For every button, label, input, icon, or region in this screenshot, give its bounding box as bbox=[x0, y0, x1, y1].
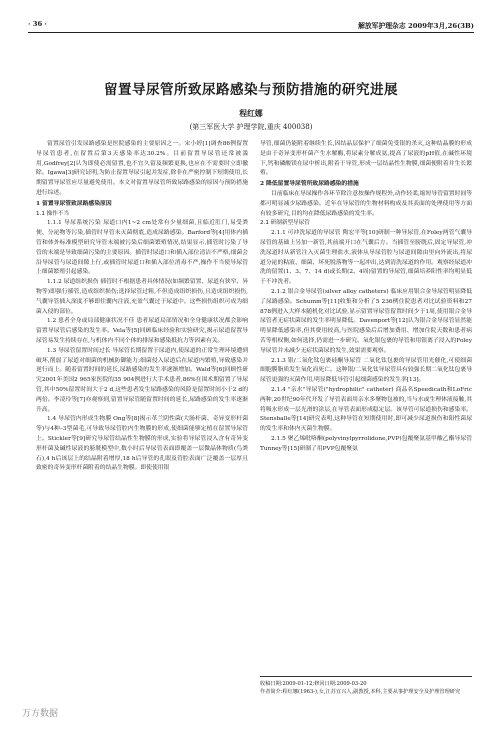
author-affiliation: (第三军医大学 护理学院,重庆 400038) bbox=[189, 123, 313, 131]
paragraph: 1.1.2 尿道组织损伤 插管时不根据患者具体情况(如频繁留置、尿道有狭窄、异物等)即强行插管,造成组织损伤;选择尿管过粗,不但造成组织损伤,且造成组织损伤,气囊导管插入深度不够即往囊内注液,充盈气囊过于尿道中。这些损伤组织可成为细菌入侵的部位。 bbox=[36, 279, 248, 315]
footnote-line: 作者简介:程红娜(1963-),女,江苏宜兴人,副教授,本科,主要从事护理安全及护理管理研究 bbox=[260, 689, 461, 695]
paragraph: 2.1.2 银合金导尿管(silver alloy catheters) 临床应用银合金导尿管明显降低了尿路感染。Schumm等[11]收集和分析了5 236例住院患者对比试验资料和27 878例进入大样本随机化对比试验,显示留置导尿管留置时间少于1周,使用银合金导尿管者无症状菌尿的发生率明显降低。Davenport等[12]认为银合金导尿管显然能明显降低感染率,但其费用较高,与医院感染后后增加费用、增加住院天数和患者病苦等相权衡,如何选择,仍需进一步研究。氧化银包裹的导管和用银离子浸入的Foley导尿管并未减少无症状菌尿的发生,效果需要观察。 bbox=[260, 288, 472, 354]
article-author: 程红娜 bbox=[239, 109, 263, 118]
paragraph: 1.1.1 导尿系统污染 尿道口内1~2 cm处常有少量细菌,且临近肛门,易受粪便、分泌物等污染,插管时导管未灭菌彻底,造成尿路感染。Barford等[4]用体内插管和体外标准模型研究导管末端被污染后细菌繁殖情况,结果显示,插管时污染了导管的末端是导致细菌污染的主要原因。插管时尿道口和插入部位清洁不严格,细菌会沿导尿管与尿道间隙上行,或插管时尿道口和插入部位消毒不严,操作不当使导尿管上细菌繁殖引起感染。 bbox=[36, 220, 248, 276]
paragraph: 2.1.3 银/二氧化钛包裹硅酮导尿管 二氧化钛包裹的导尿管用光催化,可使细菌细胞膜脂质发生氧化而死亡。这种银/二氧化钛导尿管具有较强长期二氧化钛包裹导尿管更强的灭菌作用,明显降低导管引起细菌感染的发生率[13]。 bbox=[260, 357, 472, 384]
footnote bbox=[260, 676, 472, 696]
watermark-text: 万方数据 bbox=[22, 709, 59, 719]
left-text-column bbox=[36, 140, 248, 474]
running-header bbox=[28, 18, 474, 33]
paragraph: 1.4 导尿管内形成生物膜 Ong等[8]揭示革兰阴性菌(大肠杆菌、奇异变形杆菌等)与4种–3型菌毛,可导致导尿管腔内生物膜的形成,使细菌能够定植在留置导尿管上。Stickler等[9]研究导尿管结晶性生物膜的形成,实验将导尿管浸入含有奇异变形杆菌及碱性尿液的膀胱模型中,数小时后导尿管表面即覆盖一层微晶体物质(鸟粪石),4 h后该层上的结晶附着增厚,18 h后导管的孔眼及管腔表面广泛覆盖一层厚且致密的奇异变形杆菌附着的结晶生物膜。即使使用银 bbox=[36, 416, 248, 472]
subsection-heading: 2.1 研制新型导尿管 bbox=[260, 220, 310, 227]
paragraph: 2.1.1 可冲洗尿道的导尿管 陶宏平等[10]研制一种导尿管,在Foley两管气囊导尿管的基础上另加一新管,其前端开口在气囊后方。当插管至膀胱后,固定导尿管,冲洗尿道时从新管注入灭菌生理盐水,液体从导尿管腔与尿道间隙由里向外流出,将尿道分泌的粘液、细菌、坏死脱落物等一起冲出,达到清洗尿道的作用。观察经尿道冲洗的留置(1、3、7、14 d)或长期(2、4周)留置的导尿管,细菌培养阳性率均明显低于不冲洗者。 bbox=[260, 230, 472, 286]
paragraph: 2.1.4 "亲水"导尿管("hydrophilic" catheter) 商品名Speedicath和LoFric两种,20世纪90年代开发了导管表面用亲水多聚物包被的,当与水或生理体液接触,其将吸水形成一层光滑的涂层,在导管表面形成稳定层。该导管可尿道损伤和感染率。Stensballe等[14]研究表明,这种导管在短期使用时,即可减少尿道损伤和阳性菌尿的发生率和体内灭菌生物膜。 bbox=[260, 386, 472, 433]
paragraph: 留置尿管引发尿路感染是医院感染的主要原因之一。宋小婷[1]调查86例留置导尿管患者,在留置后第3天感染率达30.2%。目前留置导尿管还常被滥用,Godfrey[2]认为即使必需留置,也不宜久留及频繁更换,也应在不需要时立即撤除。Igawa[3]研究证明,为防止留置导尿引起并发症,除非在严密控制下短期使用,长期留置导尿管应尽量避免使用。本文对留置导尿管所致尿路感染的原因与预防措施进行综述。 bbox=[36, 141, 248, 196]
paragraph: 目前临床在导尿操作各环节除注意按操作规程外,动作轻柔,缩短导管留置时间等都可明显减少尿路感染。近年在导尿管的生物材料构成及其表面的处理使用等方面有较多研究,目的均在降低尿路感染的发生率。 bbox=[260, 190, 472, 217]
section-heading: 1 留置导尿管致尿路感染原因 bbox=[36, 200, 112, 207]
section-heading: 2 降低留置导尿管所致尿路感染的措施 bbox=[260, 181, 359, 188]
journal-info: 解放军护理杂志 2009年3月,26(3B) bbox=[358, 22, 474, 30]
subsection-heading: 1.1 操作不当 bbox=[36, 210, 70, 217]
paragraph: 2.1.5 聚乙烯吡咯酮(polyvinylpyrrolidone,PVP)包覆聚氨基甲酸乙酯导尿管 Tunney等[15]研制了用PVP包覆聚氨 bbox=[260, 435, 472, 452]
paragraph: 导管,细菌仍能附着继续生长,因结晶层保护了细菌免受银的杀灭,这种结晶膜的形成是由于奇异变形杆菌产生水解酶,将尿素分解成氨,提高了尿液的pH值,在碱性环境下,钙和磷酸镁在尿中析出,附着于导管,形成一层结晶性生物膜,细菌便附着并生长繁殖。 bbox=[260, 141, 472, 177]
paragraph: 1.3 导尿管留置时间过长 导尿管长期留置于尿道内,使尿道的正常生理环境遭到破坏,削弱了尿道对细菌的机械防御能力;细菌侵入尿道后在尿道内繁殖,导致感染并逆行而上。随着留置时间的延长,尿路感染的发生率逐渐增加。Wald等[6]回顾性研究2001年美国2 965家医院的35 904例进行大手术患者,86%在围术期留置了导尿管,其中50%留置时间大于2 d,这些患者发生尿路感染的风险是留置时间小于2 d的两倍。李凌玲等[7]亦观察到,留置导尿管随留置时间的延长,尿路感染的发生率逐渐升高。 bbox=[36, 347, 248, 413]
footnote-line: 收稿日期:2009-01-12;修回日期:2009-03-20 bbox=[260, 681, 367, 687]
right-text-column bbox=[260, 140, 472, 455]
page-number: · 36 · bbox=[28, 20, 47, 28]
paragraph: 1.2 患者全身或局部健康状况不佳 患者尿道局部情况和全身健康状况都会影响留置导尿管后感染的发生率。Vela等[5]回顾临床经验和实验研究,揭示尿道留置导尿管易发生持续存在,与机体内不同个体的排尿和感染抵抗力等因素有关。 bbox=[36, 318, 248, 344]
article-title: 留置导尿管所致尿路感染与预防措施的研究进展 bbox=[104, 82, 398, 98]
